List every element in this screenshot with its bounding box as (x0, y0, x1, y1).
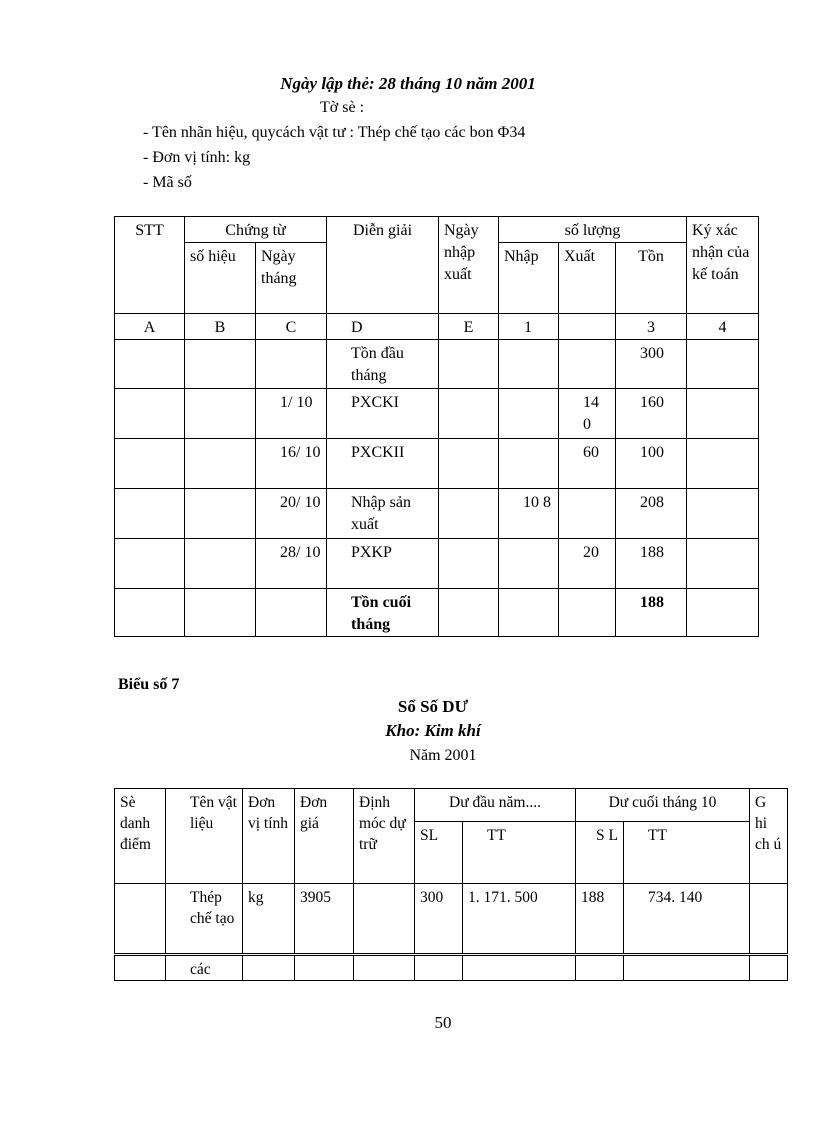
code-line: - Mã số (143, 174, 192, 191)
row-ton: 100 (616, 439, 687, 489)
header-so-danh-diem: Sè danh điểm (115, 789, 166, 884)
row-stt (115, 539, 185, 589)
header-sl-cuoi: S L (576, 822, 624, 884)
code-cell: E (439, 314, 499, 340)
row-dinh-moc (354, 884, 415, 955)
card-number-label: Tờ sè : (320, 99, 365, 116)
header-nhap: Nhập (499, 243, 559, 314)
row-stt (115, 340, 185, 389)
row-so-hieu (185, 589, 256, 637)
row-so-danh-diem (115, 884, 166, 955)
row-don-gia: 3905 (295, 884, 354, 955)
row-ngay (256, 589, 327, 637)
code-cell (559, 314, 616, 340)
row-stt (115, 439, 185, 489)
header-du-cuoi-thang: Dư cuối tháng 10 (576, 789, 750, 822)
card-date-title: Ngày lập thẻ: 28 tháng 10 năm 2001 (280, 74, 536, 93)
row-dien-giai: PXKP (327, 539, 439, 589)
row-ton: 188 (616, 589, 687, 637)
row-ngay-nx (439, 389, 499, 439)
row-ngay: 20/ 10 (256, 489, 327, 539)
row-nhap (499, 340, 559, 389)
code-cell: 3 (616, 314, 687, 340)
empty-cell (354, 955, 415, 981)
balance-book-table (114, 788, 788, 981)
code-cell: D (327, 314, 439, 340)
stock-card-table (114, 216, 759, 637)
row-ky (687, 589, 759, 637)
row-tt-cuoi: 734. 140 (624, 884, 750, 955)
row-so-hieu (185, 439, 256, 489)
header-dinh-moc: Định móc dự trữ (354, 789, 415, 884)
empty-cell (243, 955, 295, 981)
page-number: 50 (434, 1013, 452, 1032)
code-row (115, 314, 759, 340)
header-stt: STT (115, 217, 185, 314)
row-ton: 188 (616, 539, 687, 589)
row-nhap (499, 539, 559, 589)
row-nhap (499, 589, 559, 637)
empty-cell (463, 955, 576, 981)
row-dien-giai: Tồn cuối tháng (327, 589, 439, 637)
row-ten-vat-lieu-cont: các (166, 955, 243, 981)
row-ngay: 1/ 10 (256, 389, 327, 439)
header-chung-tu: Chứng từ (185, 217, 327, 243)
table-row (115, 955, 788, 981)
header-ngay-nhap-xuat: Ngày nhập xuất (439, 217, 499, 314)
code-cell: 4 (687, 314, 759, 340)
row-ten-vat-lieu: Thép chế tạo (166, 884, 243, 955)
table-row (115, 389, 759, 439)
row-ton: 300 (616, 340, 687, 389)
row-ngay (256, 340, 327, 389)
balance-book-title: Sổ Số DƯ (397, 697, 469, 716)
row-ngay-nx (439, 539, 499, 589)
table-row (115, 439, 759, 489)
row-ton: 208 (616, 489, 687, 539)
row-dien-giai: Nhập sản xuất (327, 489, 439, 539)
header-don-vi-tinh: Đơn vị tính (243, 789, 295, 884)
row-dien-giai: Tồn đầu tháng (327, 340, 439, 389)
table-row (115, 340, 759, 389)
row-ngay: 28/ 10 (256, 539, 327, 589)
header-ghi-chu: G hi ch ú (750, 789, 788, 884)
row-ton: 160 (616, 389, 687, 439)
table-row-total (115, 589, 759, 637)
row-stt (115, 589, 185, 637)
item-name-line: - Tên nhãn hiệu, quycách vật tư : Thép chế tạo các bon Φ34 (143, 124, 526, 141)
row-stt (115, 489, 185, 539)
row-xuat: 20 (559, 539, 616, 589)
row-ngay-nx (439, 589, 499, 637)
code-cell: A (115, 314, 185, 340)
row-nhap (499, 389, 559, 439)
row-so-hieu (185, 539, 256, 589)
row-ngay-nx (439, 340, 499, 389)
header-du-dau-nam: Dư đầu năm.... (415, 789, 576, 822)
row-xuat: 14 0 (559, 389, 616, 439)
row-ky (687, 439, 759, 489)
year-label: Năm 2001 (409, 747, 477, 764)
header-so-luong: số lượng (499, 217, 687, 243)
code-cell: B (185, 314, 256, 340)
header-dien-giai: Diễn giải (327, 217, 439, 314)
row-so-hieu (185, 489, 256, 539)
empty-cell (750, 955, 788, 981)
unit-line: - Đơn vị tính: kg (143, 149, 251, 166)
row-ky (687, 340, 759, 389)
header-so-hieu: số hiệu (185, 243, 256, 314)
header-ten-vat-lieu: Tên vật liệu (166, 789, 243, 884)
empty-cell (295, 955, 354, 981)
header-tt-dau: TT (463, 822, 576, 884)
row-dien-giai: PXCKII (327, 439, 439, 489)
row-xuat (559, 340, 616, 389)
row-dien-giai: PXCKI (327, 389, 439, 439)
row-so-hieu (185, 340, 256, 389)
warehouse-title: Kho: Kim khí (385, 721, 481, 740)
row-don-vi-tinh: kg (243, 884, 295, 955)
empty-cell (624, 955, 750, 981)
header-sl-dau: SL (415, 822, 463, 884)
table-row (115, 884, 788, 955)
row-sl-dau: 300 (415, 884, 463, 955)
row-xuat (559, 489, 616, 539)
code-cell: 1 (499, 314, 559, 340)
code-cell: C (256, 314, 327, 340)
row-sl-cuoi: 188 (576, 884, 624, 955)
row-ngay: 16/ 10 (256, 439, 327, 489)
row-ky (687, 489, 759, 539)
row-nhap (499, 439, 559, 489)
header-ton: Tồn (616, 243, 687, 314)
row-ghi-chu (750, 884, 788, 955)
row-xuat (559, 589, 616, 637)
row-nhap: 10 8 (499, 489, 559, 539)
row-xuat: 60 (559, 439, 616, 489)
row-stt (115, 389, 185, 439)
header-tt-cuoi: TT (624, 822, 750, 884)
header-ngay-thang: Ngày tháng (256, 243, 327, 314)
empty-cell (415, 955, 463, 981)
header-ky-xac-nhan: Ký xác nhận của kế toán (687, 217, 759, 314)
table-row (115, 539, 759, 589)
row-ky (687, 389, 759, 439)
row-tt-dau: 1. 171. 500 (463, 884, 576, 955)
row-so-danh-diem (115, 955, 166, 981)
table-row (115, 489, 759, 539)
empty-cell (576, 955, 624, 981)
row-ngay-nx (439, 439, 499, 489)
row-so-hieu (185, 389, 256, 439)
header-don-gia: Đơn giá (295, 789, 354, 884)
form-number: Biểu số 7 (118, 676, 180, 693)
header-xuat: Xuất (559, 243, 616, 314)
row-ky (687, 539, 759, 589)
row-ngay-nx (439, 489, 499, 539)
